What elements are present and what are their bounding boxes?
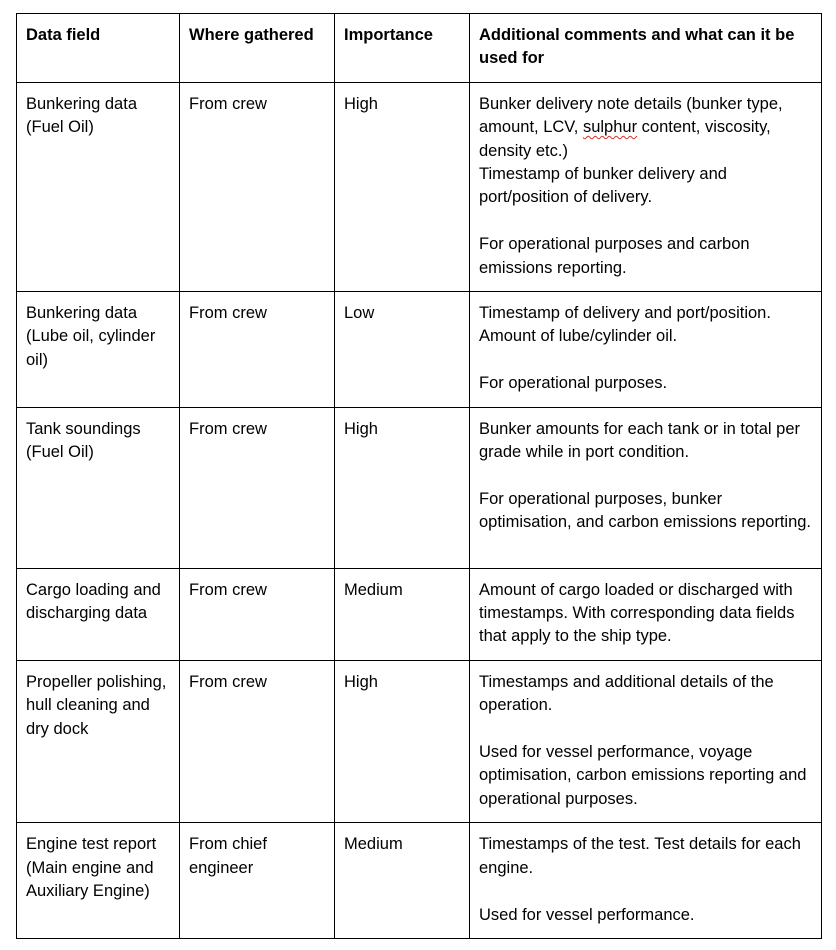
cell-data-field: Bunkering data (Fuel Oil) <box>17 82 180 291</box>
cell-where-gathered: From crew <box>180 407 335 568</box>
spellcheck-word: sulphur <box>582 118 638 137</box>
cell-comments <box>470 568 822 660</box>
comment-paragraph: Timestamp of bunker delivery and port/position of delivery. <box>479 165 727 207</box>
cell-where-gathered: From crew <box>180 568 335 660</box>
header-data-field: Data field <box>17 14 180 83</box>
cell-importance: Low <box>335 292 470 408</box>
comment-paragraph: Timestamps and additional details of the operation. <box>479 672 774 715</box>
cell-where-gathered: From crew <box>180 82 335 291</box>
cell-importance: Medium <box>335 568 470 660</box>
cell-importance: High <box>335 660 470 822</box>
table-row <box>17 82 822 291</box>
cell-importance: High <box>335 82 470 291</box>
cell-comments <box>470 407 822 568</box>
cell-data-field: Tank soundings (Fuel Oil) <box>17 407 180 568</box>
table-row <box>17 823 822 939</box>
cell-data-field: Bunkering data (Lube oil, cylinder oil) <box>17 292 180 408</box>
comment-paragraph: For operational purposes and carbon emissions reporting. <box>479 235 750 277</box>
data-fields-table <box>16 13 822 939</box>
cell-where-gathered: From chief engineer <box>180 823 335 939</box>
comment-paragraph: Used for vessel performance. <box>479 905 695 924</box>
comment-paragraph: For operational purposes. <box>479 374 668 393</box>
table-header-row <box>17 14 822 83</box>
header-where-gathered: Where gathered <box>180 14 335 83</box>
comment-paragraph: Timestamp of delivery and port/position. Amount of lube/cylinder oil. <box>479 304 771 346</box>
table-row <box>17 292 822 408</box>
cell-importance: High <box>335 407 470 568</box>
comment-paragraph: Used for vessel performance, voyage optimisation, carbon emissions reporting and operational purposes. <box>479 743 807 808</box>
header-additional-comments: Additional comments and what can it be used for <box>470 14 822 83</box>
cell-data-field: Propeller polishing, hull cleaning and dry dock <box>17 660 180 822</box>
table-row <box>17 660 822 822</box>
table-row <box>17 568 822 660</box>
cell-comments <box>470 82 822 291</box>
comment-paragraph: Amount of cargo loaded or discharged with timestamps. With corresponding data fields that apply to the ship type. <box>479 580 795 646</box>
comment-paragraph: Bunker delivery note details (bunker type, amount, LCV, sulphur content, viscosity, density etc.) <box>479 94 783 160</box>
comment-paragraph: Bunker amounts for each tank or in total per grade while in port condition. <box>479 419 801 462</box>
cell-where-gathered: From crew <box>180 292 335 408</box>
cell-data-field: Engine test report (Main engine and Auxiliary Engine) <box>17 823 180 939</box>
cell-data-field: Cargo loading and discharging data <box>17 568 180 660</box>
cell-comments <box>470 660 822 822</box>
header-importance: Importance <box>335 14 470 83</box>
table-row <box>17 407 822 568</box>
cell-importance: Medium <box>335 823 470 939</box>
cell-where-gathered: From crew <box>180 660 335 822</box>
comment-paragraph: For operational purposes, bunker optimisation, and carbon emissions reporting. <box>479 489 812 532</box>
cell-comments <box>470 823 822 939</box>
cell-comments <box>470 292 822 408</box>
comment-paragraph: Timestamps of the test. Test details for each engine. <box>479 835 801 877</box>
